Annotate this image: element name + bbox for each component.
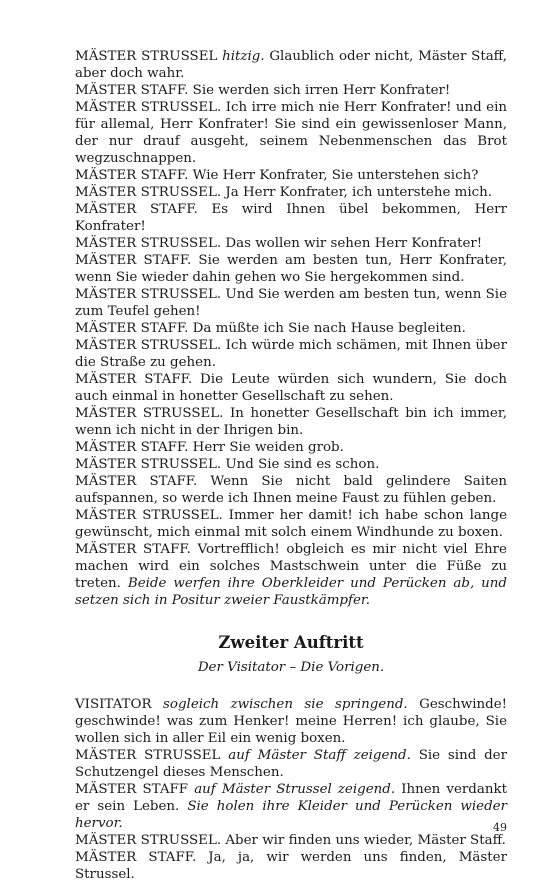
dialogue-line bbox=[75, 473, 507, 507]
dialogue-line bbox=[75, 286, 507, 320]
spoken-text: Ich würde mich schämen, mit Ihnen über die Straße zu gehen. bbox=[75, 338, 507, 370]
spoken-text: Und Sie sind es schon. bbox=[221, 457, 380, 472]
stage-direction: auf Mäster Strussel zeigend. bbox=[194, 782, 396, 797]
dialogue-line bbox=[75, 167, 507, 184]
dialogue-line bbox=[75, 456, 507, 473]
spoken-text: Es wird Ihnen übel bekommen, Herr Konfrater! bbox=[75, 202, 507, 234]
dialogue-line bbox=[75, 252, 507, 286]
dialogue-line bbox=[75, 337, 507, 371]
stage-direction: Beide werfen ihre Oberkleider und Perücken ab, und setzen sich in Positur zweier Faustkämpfer. bbox=[75, 576, 507, 608]
dialogue-line bbox=[75, 541, 507, 609]
speaker-name: MÄSTER STRUSSEL bbox=[75, 748, 221, 763]
dialogue-line bbox=[75, 235, 507, 252]
speaker-name: MÄSTER STAFF. bbox=[75, 372, 193, 387]
spoken-text: Ja Herr Konfrater, ich unterstehe mich. bbox=[221, 185, 493, 200]
dialogue-block-2 bbox=[75, 696, 507, 883]
spoken-text: Die Leute würden sich wundern, Sie doch auch einmal in honetter Gesellschaft zu sehen. bbox=[75, 372, 507, 404]
scene-title: Zweiter Auftritt bbox=[218, 633, 364, 652]
spoken-text: Immer her damit! ich habe schon lange gewünscht, mich einmal mit solch einem Windhunde zu boxen. bbox=[75, 508, 507, 540]
spoken-text: Vortrefflich! obgleich es mir nicht viel Ehre machen wird ein solches Mastschwein unter die Füße zu treten. bbox=[75, 542, 507, 591]
spoken-text: Da müßte ich Sie nach Hause begleiten. bbox=[188, 321, 466, 336]
dialogue-line bbox=[75, 507, 507, 541]
speaker-name: MÄSTER STRUSSEL. bbox=[75, 833, 222, 848]
stage-direction: Sie holen ihre Kleider und Perücken wieder hervor. bbox=[75, 799, 507, 831]
dialogue-line bbox=[75, 371, 507, 405]
dialogue-line bbox=[75, 747, 507, 781]
spoken-text: Sie werden am besten tun, Herr Konfrater, wenn Sie wieder dahin gehen wo Sie hergekommen sind. bbox=[75, 253, 507, 285]
dialogue-line bbox=[75, 99, 507, 167]
speaker-name: MÄSTER STRUSSEL. bbox=[75, 100, 222, 115]
speaker-name: MÄSTER STAFF. bbox=[75, 168, 189, 183]
speaker-name: MÄSTER STAFF. bbox=[75, 850, 197, 865]
dialogue-line bbox=[75, 82, 507, 99]
speaker-name: MÄSTER STRUSSEL. bbox=[75, 457, 222, 472]
spoken-text: Sie sind der Schutzengel dieses Menschen. bbox=[75, 748, 507, 780]
spoken-text: Wie Herr Konfrater, Sie unterstehen sich? bbox=[188, 168, 479, 183]
dialogue-line bbox=[75, 405, 507, 439]
dialogue-line bbox=[75, 320, 507, 337]
stage-direction: sogleich zwischen sie springend. bbox=[163, 697, 408, 712]
spoken-text: In honetter Gesellschaft bin ich immer, wenn ich nicht in der Ihrigen bin. bbox=[75, 406, 508, 438]
page-body bbox=[75, 48, 507, 883]
spoken-text: Geschwinde! geschwinde! was zum Henker! meine Herren! ich glaube, Sie wollen sich in aller Eil ein wenig boxen. bbox=[75, 697, 507, 746]
dialogue-line bbox=[75, 201, 507, 235]
speaker-name: MÄSTER STAFF. bbox=[75, 83, 189, 98]
spoken-text: Ja, ja, wir werden uns finden, Mäster Strussel. bbox=[75, 850, 507, 882]
speaker-name: MÄSTER STAFF. bbox=[75, 474, 198, 489]
scene-subtitle: Der Visitator – Die Vorigen. bbox=[197, 660, 385, 675]
dialogue-line bbox=[75, 696, 507, 747]
speaker-name: MÄSTER STAFF. bbox=[75, 321, 189, 336]
speaker-name: MÄSTER STRUSSEL bbox=[75, 49, 218, 64]
page-number: 49 bbox=[493, 821, 507, 834]
speaker-name: MÄSTER STRUSSEL. bbox=[75, 236, 222, 251]
dialogue-line bbox=[75, 849, 507, 883]
dialogue-line bbox=[75, 439, 507, 456]
spoken-text: Herr Sie weiden grob. bbox=[188, 440, 344, 455]
stage-direction: auf Mäster Staff zeigend. bbox=[228, 748, 411, 763]
spoken-text: Ihnen verdankt er sein Leben. bbox=[75, 782, 507, 814]
stage-direction: hitzig. bbox=[222, 49, 265, 64]
speaker-name: MÄSTER STAFF. bbox=[75, 253, 192, 268]
speaker-name: VISITATOR bbox=[75, 697, 152, 712]
spoken-text: Das wollen wir sehen Herr Konfrater! bbox=[221, 236, 483, 251]
dialogue-line bbox=[75, 184, 507, 201]
speaker-name: MÄSTER STAFF. bbox=[75, 440, 189, 455]
speaker-name: MÄSTER STRUSSEL. bbox=[75, 338, 222, 353]
speaker-name: MÄSTER STAFF bbox=[75, 782, 189, 797]
dialogue-line bbox=[75, 48, 507, 82]
spoken-text: Sie werden sich irren Herr Konfrater! bbox=[188, 83, 451, 98]
speaker-name: MÄSTER STRUSSEL. bbox=[75, 406, 224, 421]
speaker-name: MÄSTER STAFF. bbox=[75, 202, 198, 217]
dialogue-line bbox=[75, 832, 507, 849]
spoken-text: Und Sie werden am besten tun, wenn Sie zum Teufel gehen! bbox=[75, 287, 508, 319]
speaker-name: MÄSTER STRUSSEL. bbox=[75, 185, 222, 200]
spoken-text: Ich irre mich nie Herr Konfrater! und ein für allemal, Herr Konfrater! Sie sind ein gewissenloser Mann, der nur drauf ausgeht, seinem Nebenmenschen das Brot wegzuschnappen. bbox=[75, 100, 507, 166]
speaker-name: MÄSTER STRUSSEL. bbox=[75, 508, 223, 523]
speaker-name: MÄSTER STRUSSEL. bbox=[75, 287, 222, 302]
spoken-text: Aber wir finden uns wieder, Mäster Staff. bbox=[221, 833, 506, 848]
spoken-text: Glaublich oder nicht, Mäster Staff, aber doch wahr. bbox=[75, 49, 507, 81]
dialogue-block-1 bbox=[75, 48, 507, 609]
speaker-name: MÄSTER STAFF. bbox=[75, 542, 191, 557]
spoken-text: Wenn Sie nicht bald gelindere Saiten aufspannen, so werde ich Ihnen meine Faust zu fühlen geben. bbox=[75, 474, 507, 506]
